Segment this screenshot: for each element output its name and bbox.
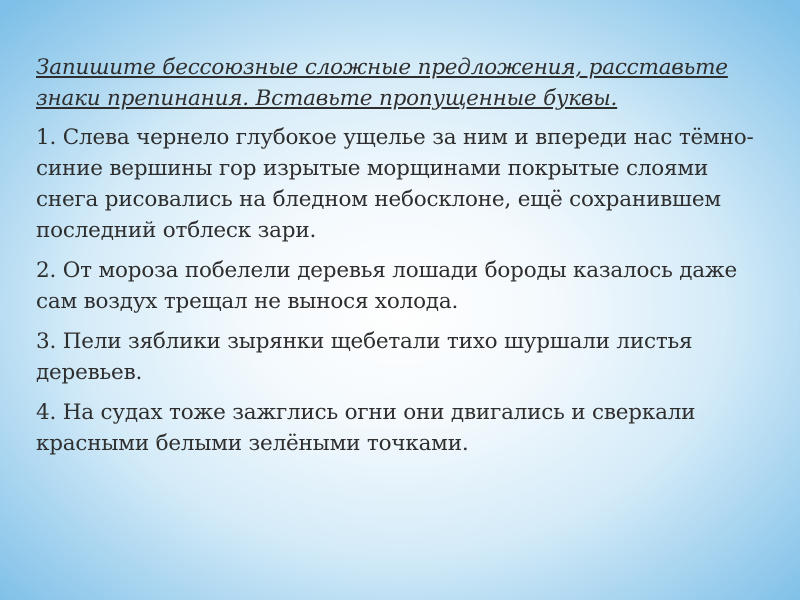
slide-content (36, 52, 756, 468)
sentence-2: 2. От мороза побелели деревья лошади бороды казалось даже сам воздух трещал не вынося холода. (36, 258, 737, 314)
sentence-1: 1. Слева чернело глубокое ущелье за ним и впереди нас тёмно-синие вершины гор изрытые морщинами покрытые слоями снега рисовались на бледном небосклоне, ещё сохранившем последний отблеск зари. (36, 125, 754, 243)
task-instruction: Запишите бессоюзные сложные предложения, расставьте знаки препинания. Вставьте пропущенные буквы. (36, 55, 728, 111)
sentence-3: 3. Пели зяблики зырянки щебетали тихо шуршали листья деревьев. (36, 329, 693, 385)
sentence-4: 4. На судах тоже зажглись огни они двигались и сверкали красными белыми зелёными точками. (36, 400, 696, 456)
